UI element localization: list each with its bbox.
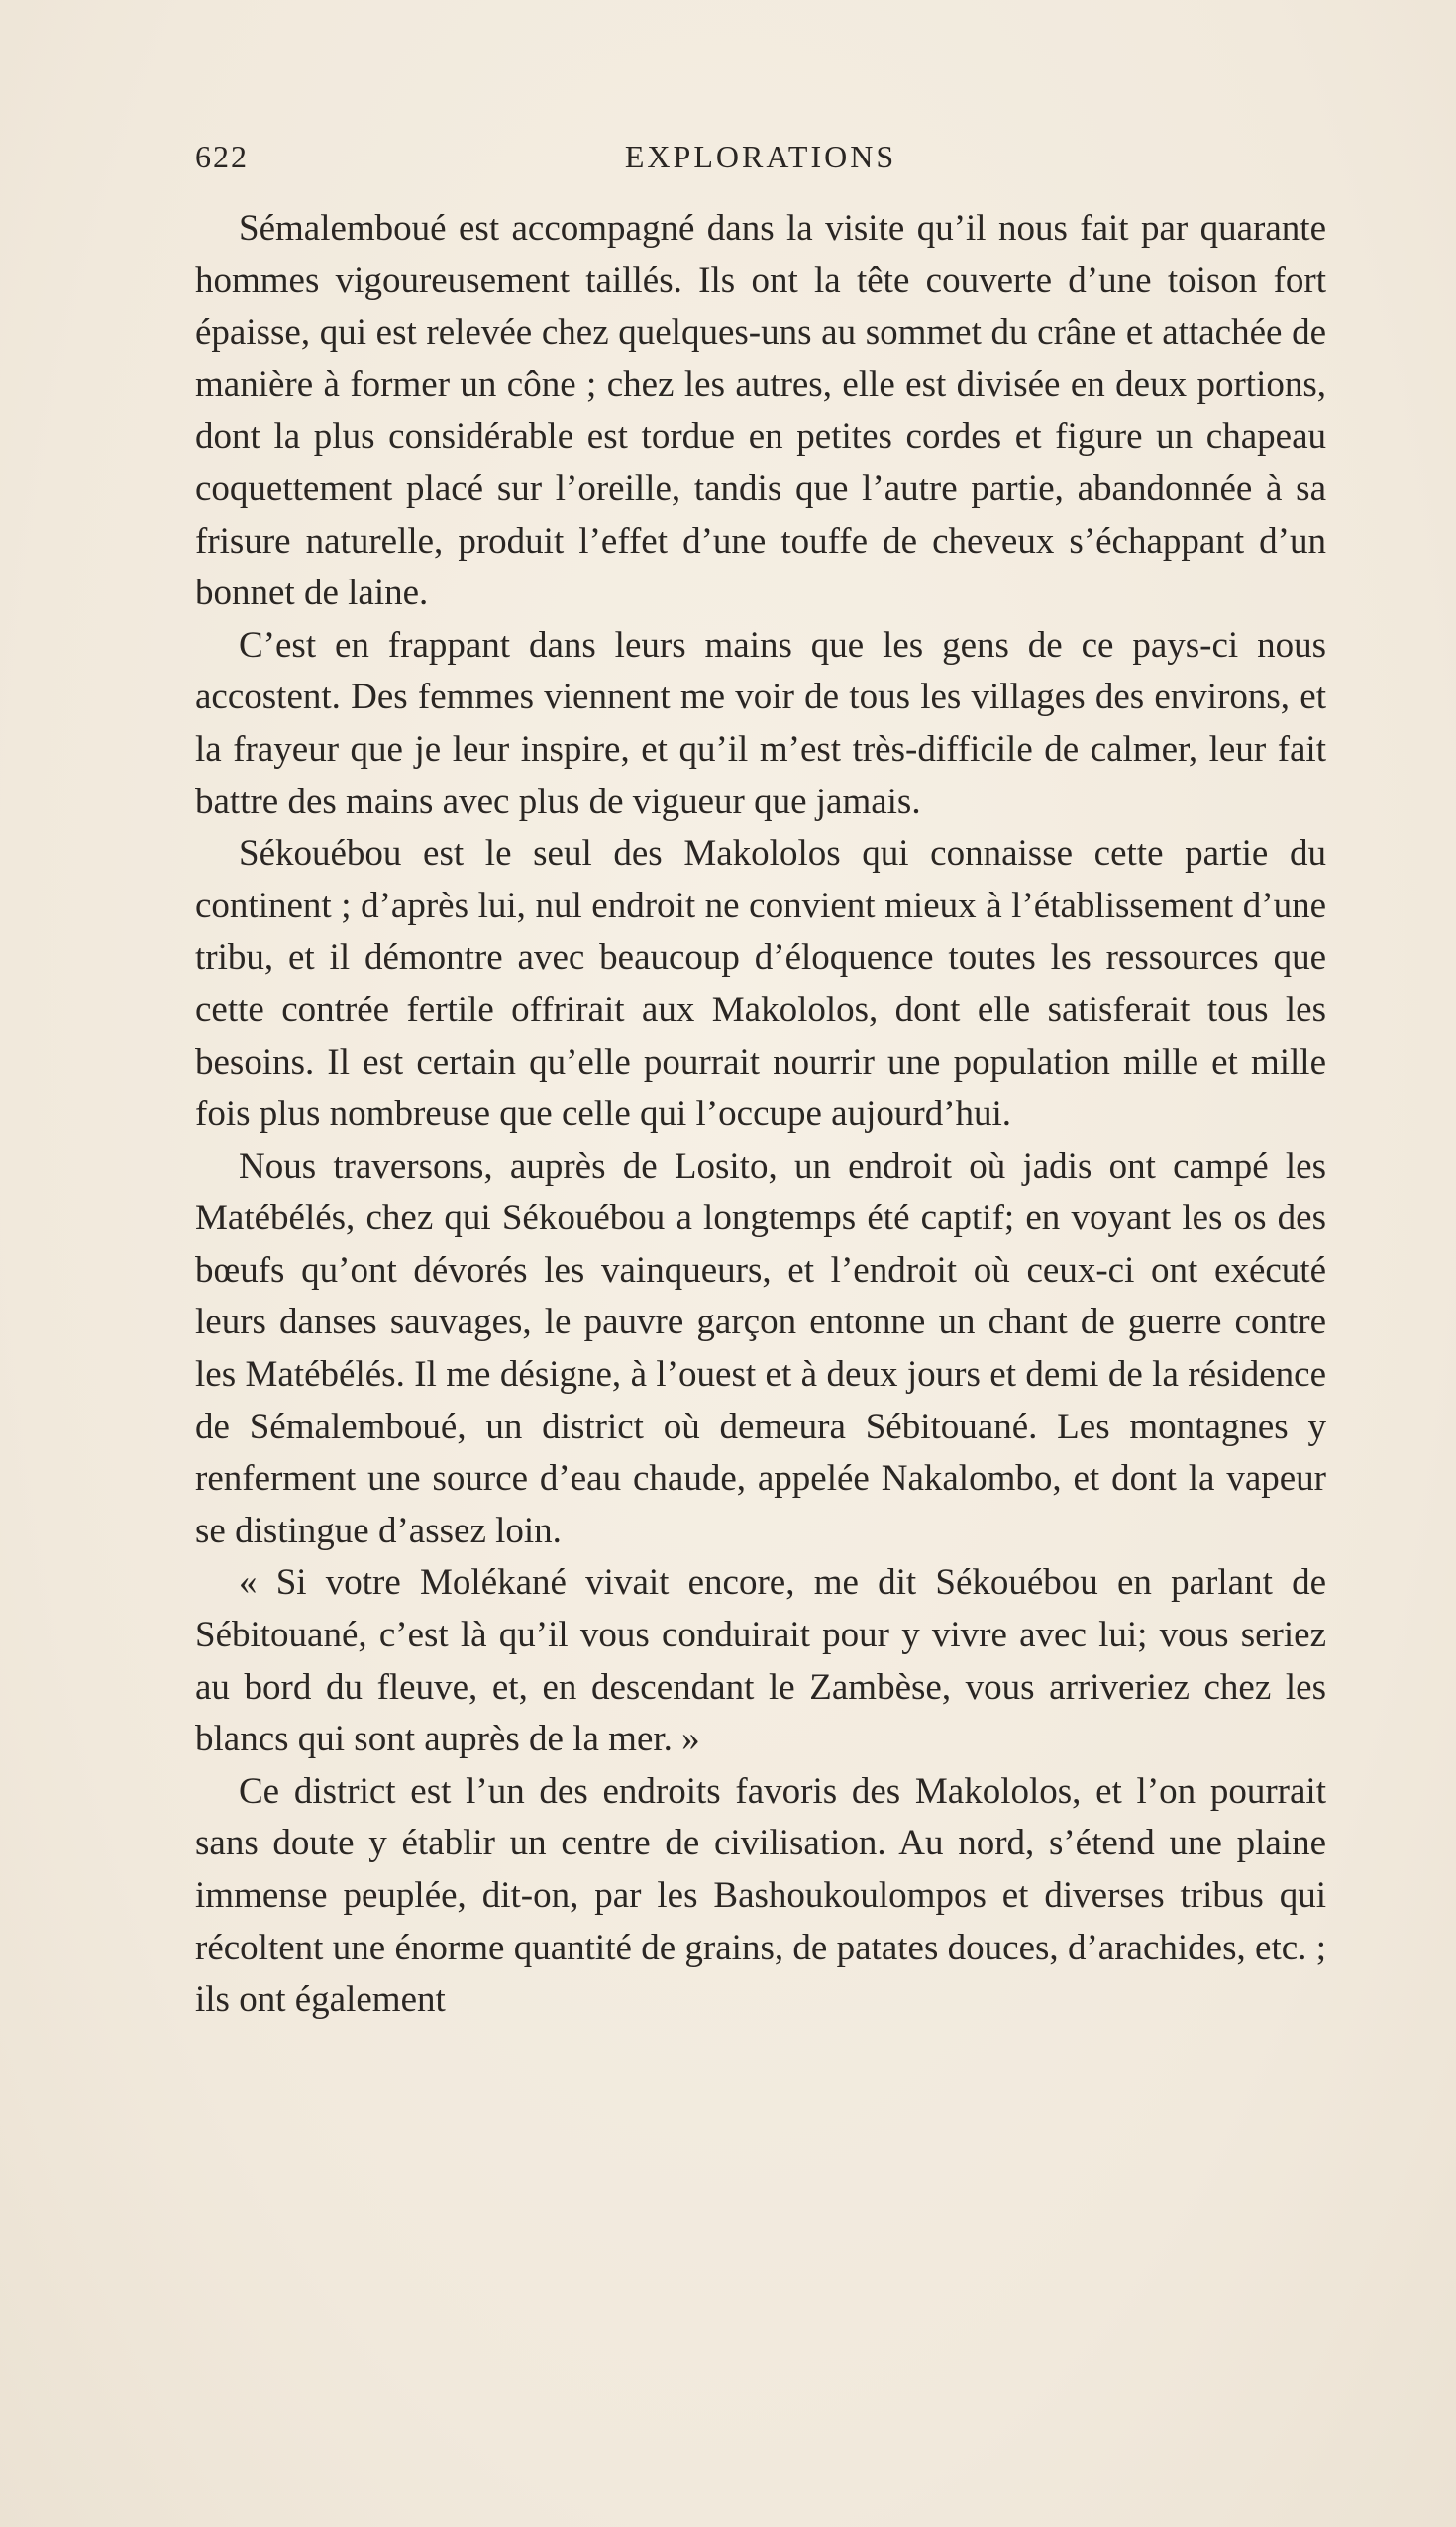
paragraph: Sékouébou est le seul des Makololos qui connaisse cette partie du continent ; d’après lui, nul endroit ne convient mieux à l’établissement d’une tribu, et il démontre avec beaucoup d’éloquence toutes les ressources que cette contrée fertile offrirait aux Makololos, dont elle satisferait tous les besoins. Il est certain qu’elle pourrait nourrir une population mille et mille fois plus nombreuse que celle qui l’occupe aujourd’hui. [195,833,1326,1135]
paragraph: Ce district est l’un des endroits favoris des Makololos, et l’on pourrait sans doute y établir un centre de civilisation. Au nord, s’étend une plaine immense peuplée, dit-on, par les Bashoukoulompos et diverses tribus qui récoltent une énorme quantité de grains, de patates douces, d’arachides, etc. ; ils ont également [195,1770,1326,2021]
page-number: 622 [195,139,249,174]
body-text [195,203,1326,2027]
paragraph: Sémalemboué est accompagné dans la visite qu’il nous fait par quarante hommes vigoureusement taillés. Ils ont la tête couverte d’une toison fort épaisse, qui est relevée chez quelques-uns au sommet du crâne et attachée de manière à former un cône ; chez les autres, elle est divisée en deux portions, dont la plus considérable est tordue en petites cordes et figure un chapeau coquettement placé sur l’oreille, tandis que l’autre partie, abandonnée à sa frisure naturelle, produit l’effet d’une touffe de cheveux s’échappant d’un bonnet de laine. [195,208,1326,614]
running-title: EXPLORATIONS [624,139,897,174]
paragraph: « Si votre Molékané vivait encore, me dit Sékouébou en parlant de Sébitouané, c’est là qu’il vous conduirait pour y vivre avec lui; vous seriez au bord du fleuve, et, en descendant le Zambèse, vous arriveriez chez les blancs qui sont auprès de la mer. » [195,1562,1326,1760]
running-head [195,139,1326,178]
paragraph: C’est en frappant dans leurs mains que les gens de ce pays-ci nous accostent. Des femmes viennent me voir de tous les villages des environs, et la frayeur que je leur inspire, et qu’il m’est très-difficile de calmer, leur fait battre des mains avec plus de vigueur que jamais. [195,624,1326,822]
paragraph: Nous traversons, auprès de Losito, un endroit où jadis ont campé les Matébélés, chez qui Sékouébou a longtemps été captif; en voyant les os des bœufs qu’ont dévorés les vainqueurs, et l’endroit où ceux-ci ont exécuté leurs danses sauvages, le pauvre garçon entonne un chant de guerre contre les Matébélés. Il me désigne, à l’ouest et à deux jours et demi de la résidence de Sémalemboué, un district où demeura Sébitouané. Les montagnes y renferment une source d’eau chaude, appelée Nakalombo, et dont la vapeur se distingue d’assez loin. [195,1145,1326,1551]
